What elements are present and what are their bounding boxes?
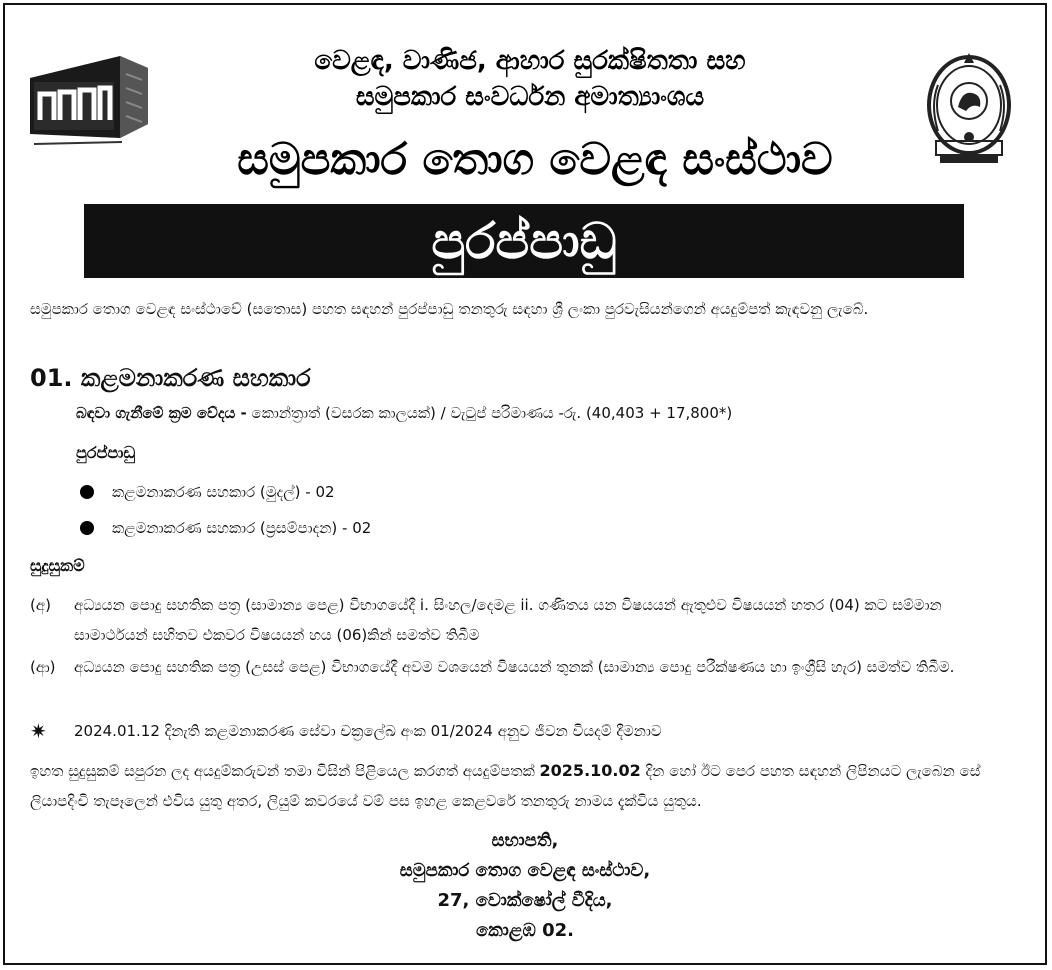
list-item	[80, 479, 335, 505]
qualification-text: අධ්‍යයන පොදු සහතික පත්‍ර (උසස් පෙළ) විභාගයේදී අවම වශයෙන් විෂයයන් තුනක් (සාමාන්‍ය පොදු පරීක්ෂණය හා ඉංග්‍රීසි හැර) සමත්ව තිබීම.	[74, 658, 955, 676]
vacancy-text: කළමනාකරණ සහකාර (මුදල්) - 02	[112, 483, 335, 501]
list-item	[80, 515, 371, 541]
deadline-date: 2025.10.02	[539, 761, 641, 780]
qualification-text: අධ්‍යයන පොදු සහතික පත්‍ර (සාමාන්‍ය පෙළ) විභාගයේදී i. සිංහල/දෙමළ ii. ගණිතය යන විෂයයන් ඇතුළුව විෂයයන් හතර (04) කට සම්මාන සාමාර්ථයන් සහිතව එකවර විෂයයන් හය (06)කින් සමත්ව තිබීම	[74, 596, 942, 644]
post-title: 01. කළමනාකරණ සහකාර	[30, 364, 311, 392]
qualification-item	[30, 590, 1020, 650]
qualification-mark: (අ)	[30, 596, 51, 614]
recruitment-value: කොන්ත්‍රාත් (වසරක කාලයක්) / වැටුප් පරිමාණය -රු. (40,403 + 17,800*)	[246, 404, 733, 422]
note-item	[30, 716, 1020, 746]
qualification-item	[30, 652, 1020, 682]
vacancy-text: කළමනාකරණ සහකාර (ප්‍රසම්පාදන) - 02	[112, 519, 372, 537]
recruitment-label: බඳවා ගැනීමේ ක්‍රම වේදය -	[76, 404, 247, 422]
intro-paragraph: සමුපකාර තොග වෙළඳ සංස්ථාවේ (සතොස) පහත සඳහන් පුරප්පාඩු තනතුරු සඳහා ශ්‍රී ලංකා පුරවැසියන්ගෙන් අයදුම්පත් කැඳවනු ලැබේ.	[30, 300, 869, 318]
organization-name: සමුපකාර තොග වෙළඳ සංස්ථාව	[237, 134, 833, 185]
vacancies-heading: පුරප්පාඩු	[76, 443, 136, 462]
vacancies-banner	[84, 204, 964, 278]
sathosa-building-logo-icon	[22, 38, 152, 156]
bullet-icon	[80, 485, 94, 499]
signature-address-street: 27, වොක්ෂෝල් වීදිය,	[437, 890, 613, 911]
signature-address-city: කොළඹ 02.	[475, 920, 575, 941]
qualifications-heading: සුදුසුකම්	[30, 556, 85, 575]
closing-paragraph	[30, 756, 1022, 816]
ministry-name-line1: වෙළඳ, වාණිජ, ආහාර සුරක්ෂිතතා සහ	[314, 46, 746, 76]
ministry-name-line2: සමුපකාර සංවර්ධන අමාත්‍යාංශය	[355, 82, 705, 112]
recruitment-method	[76, 400, 1026, 426]
signature-organization: සමුපකාර තොග වෙළඳ සංස්ථාව,	[399, 860, 651, 881]
star-icon: ✷	[30, 719, 47, 743]
sri-lanka-emblem-icon	[916, 45, 1022, 167]
bullet-icon	[80, 521, 94, 535]
closing-text-part2: දින හෝ ඊට පෙර පහත සඳහන් ලිපිනයට ලැබෙන සේ ලියාපදිංචි තැපෑලෙන් එවිය යුතු අතර, ලියුම් කවරයේ වම් පස ඉහළ කෙළවරේ තනතුරු නාමය දැක්විය යුතුය.	[30, 762, 981, 810]
closing-text-part1: ඉහත සුදුසුකම් සපුරන ලද අයදුම්කරුවන් තමා විසින් පිළියෙල කරගත් අයදුම්පතක්	[30, 762, 540, 780]
qualification-mark: (ආ)	[30, 658, 56, 676]
banner-title: පුරප්පාඩු	[431, 211, 617, 270]
signature-title: සභාපති,	[491, 830, 559, 851]
note-text: 2024.01.12 දිනැති කළමනාකරණ සේවා චක්‍රලේඛ අංක 01/2024 අනුව ජීවන වියදම් දීමනාව	[74, 722, 662, 740]
